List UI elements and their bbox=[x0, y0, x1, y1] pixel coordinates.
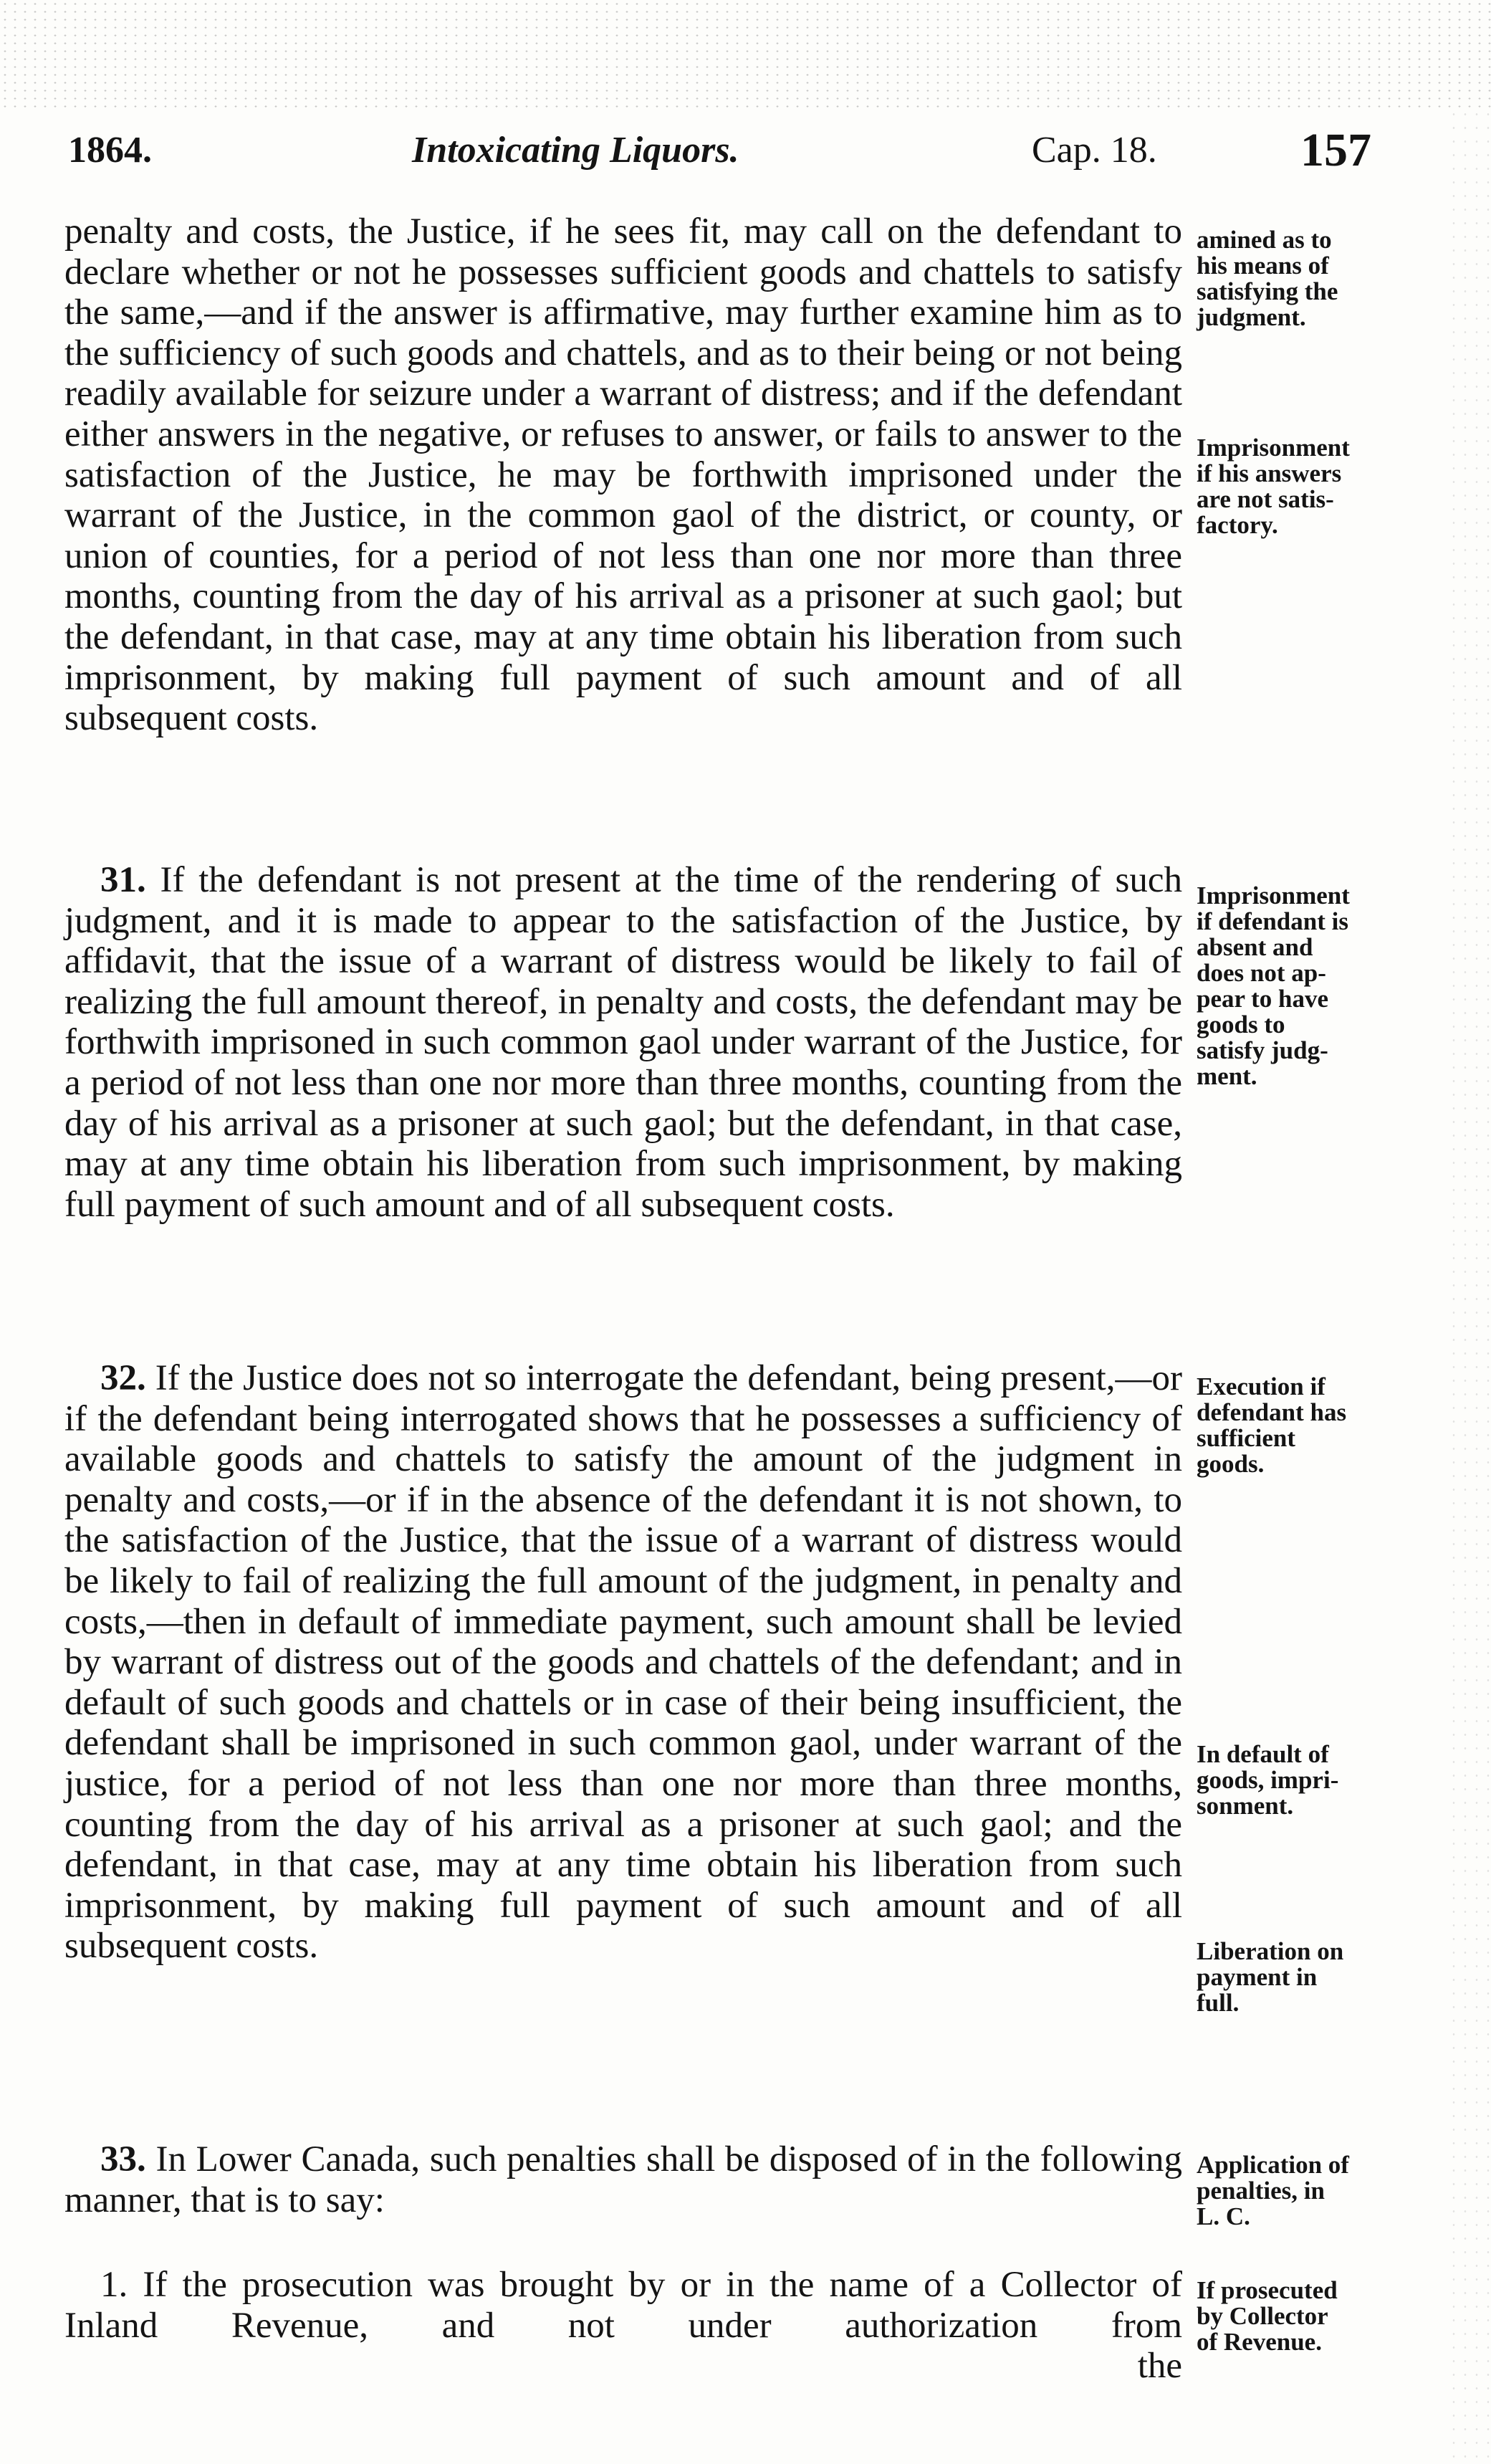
margin-line: if his answers bbox=[1197, 459, 1342, 487]
margin-line: if defendant is bbox=[1197, 907, 1348, 935]
margin-line: In default of bbox=[1197, 1740, 1329, 1768]
margin-line: Application of bbox=[1197, 2151, 1349, 2179]
margin-line: absent and bbox=[1197, 933, 1313, 961]
margin-line: are not satis- bbox=[1197, 485, 1334, 513]
margin-line: sufficient bbox=[1197, 1424, 1296, 1452]
paragraph-32 bbox=[64, 1358, 1182, 1967]
margin-line: by Collector bbox=[1197, 2302, 1328, 2330]
margin-line: satisfying the bbox=[1197, 277, 1338, 305]
margin-note-collector bbox=[1197, 2278, 1411, 2355]
margin-note-application bbox=[1197, 2152, 1411, 2230]
margin-line: pear to have bbox=[1197, 985, 1329, 1013]
margin-note-liberation bbox=[1197, 1939, 1411, 2016]
margin-line: penalties, in bbox=[1197, 2177, 1325, 2205]
paragraph-text: penalty and costs, the Justice, if he sees fit, may call on the defendant to declare whether or not he possesses sufficient goods and chattels to satisfy the same,—and if the answer is affirmative, may further examine him as to the sufficiency of such goods and chattels, and as to their being or not being readily available for seizure under a warrant of distress; and if the defendant either answers in the negative, or refuses to answer, or fails to answer to the satisfaction of the Justice, he may be forthwith imprisoned under the warrant of the Justice, in the common gaol of the district, or county, or union of counties, for a period of not less than one nor more than three months, counting from the day of his arrival as a prisoner at such gaol; but the defendant, in that case, may at any time obtain his liberation from such imprisonment, by making full payment of such amount and of all subsequent costs. bbox=[64, 211, 1182, 739]
margin-line: defendant has bbox=[1197, 1398, 1347, 1426]
subsection-number: 1. bbox=[100, 2265, 128, 2305]
section-number: 33. bbox=[100, 2139, 146, 2179]
scan-noise-top bbox=[0, 0, 1491, 108]
margin-line: amined as to bbox=[1197, 226, 1332, 254]
paragraph-subsection-1 bbox=[64, 2265, 1182, 2346]
paragraph-text: If the defendant is not present at the time of the rendering of such judgment, and it is made to appear to the satisfaction of the Justice, by affidavit, that the issue of a warrant of distress would be likely to fail of realizing the full amount thereof, in penalty and costs, the defendant may be forthwith imprisoned in such common gaol under warrant of the Justice, for a period of not less than one nor more than three months, counting from the day of his arrival as a prisoner at such gaol; but the defendant, in that case, may at any time obtain his liberation from such imprisonment, by making full payment of such amount and of all subsequent costs. bbox=[64, 860, 1183, 1225]
section-number: 31. bbox=[100, 860, 146, 900]
margin-note-default-goods bbox=[1197, 1742, 1411, 1819]
scan-noise-right bbox=[1448, 108, 1491, 2464]
margin-line: Imprisonment bbox=[1197, 882, 1350, 909]
margin-line: judgment. bbox=[1197, 303, 1306, 331]
margin-line: If prosecuted bbox=[1197, 2276, 1338, 2304]
margin-line: goods. bbox=[1197, 1450, 1265, 1478]
paragraph-31 bbox=[64, 860, 1182, 1225]
page-number: 157 bbox=[1300, 124, 1371, 176]
margin-line: of Revenue. bbox=[1197, 2328, 1322, 2356]
header-year: 1864. bbox=[68, 130, 152, 171]
margin-line: full. bbox=[1197, 1989, 1240, 2017]
catchword bbox=[64, 2346, 1182, 2387]
margin-note-imprisonment-answers bbox=[1197, 435, 1411, 538]
margin-line: his means of bbox=[1197, 252, 1329, 280]
margin-note-execution bbox=[1197, 1374, 1411, 1477]
catchword-text: the bbox=[1137, 2346, 1182, 2386]
margin-line: Liberation on bbox=[1197, 1937, 1344, 1965]
header-title: Intoxicating Liquors. bbox=[412, 130, 739, 171]
paragraph-text: If the Justice does not so interrogate the defendant, being present,—or if the defendant being interrogated shows that he possesses a sufficiency of available goods and chattels to satisfy the amount of the judgment in penalty and costs,—or if in the absence of the defendant it is not shown, to the satisfaction of the Justice, that the issue of a warrant of distress would be likely to fail of realizing the full amount of the judgment, in penalty and costs,—then in default of immediate payment, such amount shall be levied by warrant of distress out of the goods and chattels of the defendant; and in default of such goods and chattels or in case of their being insufficient, the defendant shall be imprisoned in such common gaol, under warrant of the justice, for a period of not less than one nor more than three months, counting from the day of his arrival as a prisoner at such gaol; and the defendant, in that case, may at any time obtain his liberation from such imprisonment, by making full payment of such amount and of all subsequent costs. bbox=[64, 1358, 1183, 1967]
margin-line: payment in bbox=[1197, 1963, 1318, 1991]
margin-line: sonment. bbox=[1197, 1792, 1294, 1820]
margin-line: L. C. bbox=[1197, 2202, 1250, 2230]
margin-line: factory. bbox=[1197, 511, 1278, 539]
margin-line: does not ap- bbox=[1197, 959, 1326, 987]
paragraph-33 bbox=[64, 2139, 1182, 2220]
paragraph-text: In Lower Canada, such penalties shall be disposed of in the following manner, that is to say: bbox=[64, 2139, 1183, 2220]
margin-note-means bbox=[1197, 227, 1411, 330]
margin-line: Imprisonment bbox=[1197, 434, 1350, 462]
section-number: 32. bbox=[100, 1358, 146, 1398]
margin-note-imprisonment-absent bbox=[1197, 883, 1411, 1089]
margin-line: ment. bbox=[1197, 1062, 1257, 1090]
margin-line: Execution if bbox=[1197, 1372, 1325, 1400]
page-header bbox=[68, 124, 1386, 186]
header-chapter: Cap. 18. bbox=[1032, 130, 1157, 171]
paragraph-30-continued bbox=[64, 211, 1182, 739]
margin-line: goods to bbox=[1197, 1011, 1285, 1038]
margin-line: goods, impri- bbox=[1197, 1766, 1339, 1794]
paragraph-text: If the prosecution was brought by or in the name of a Collector of Inland Revenue, and not under authorization from bbox=[64, 2265, 1183, 2346]
margin-line: satisfy judg- bbox=[1197, 1036, 1328, 1064]
